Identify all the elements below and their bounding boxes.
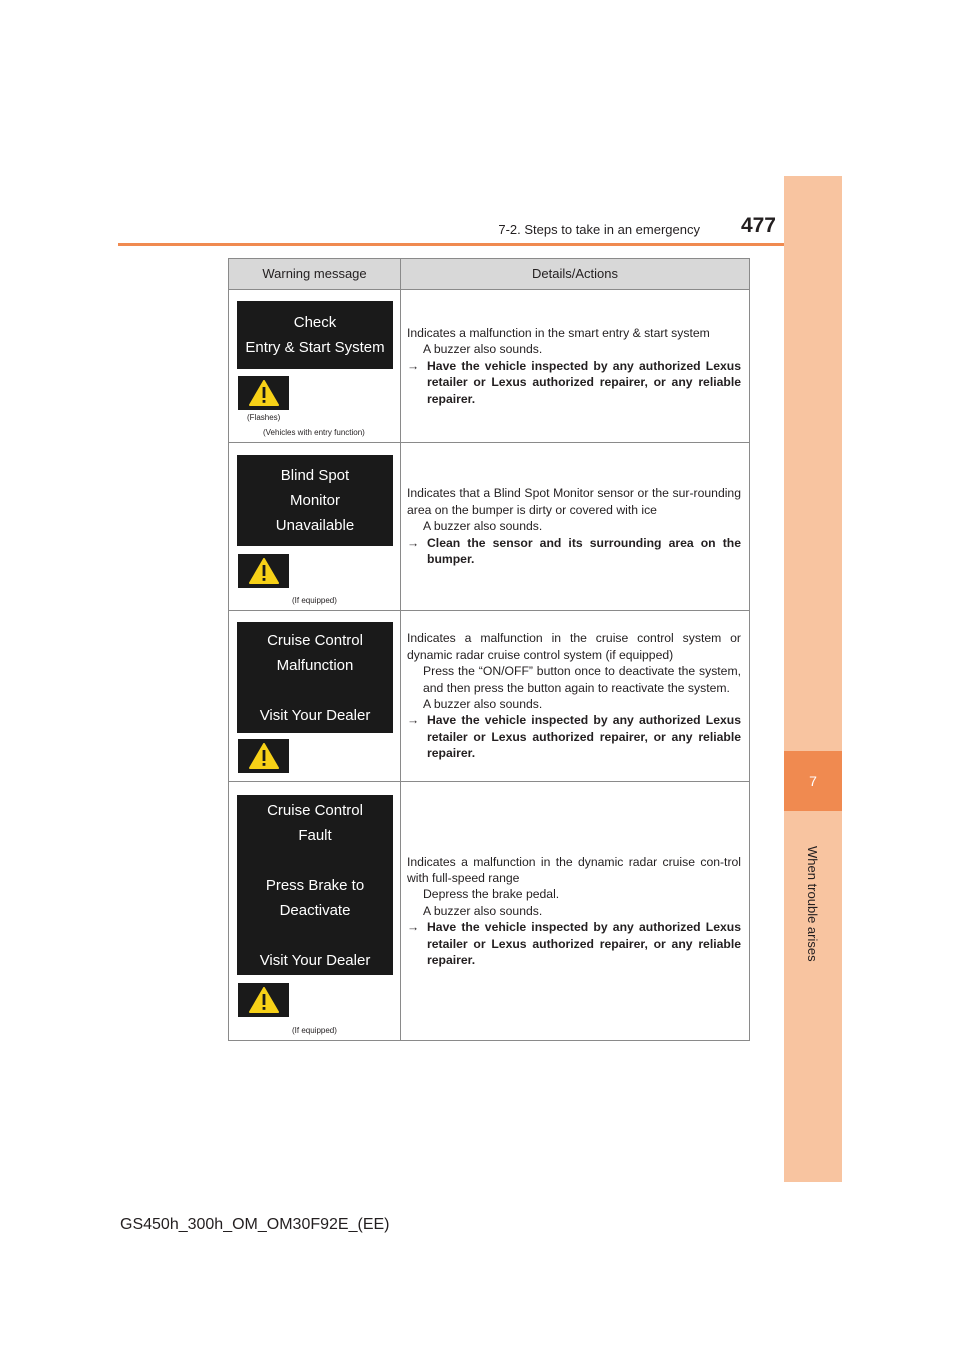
details-lead: Indicates a malfunction in the cruise control system or dynamic radar cruise control system (if equipped) [407,631,741,662]
row-note: (If equipped) [292,596,337,605]
display-line: Cruise Control [267,801,363,819]
display-line [237,678,393,703]
display-message [237,455,393,546]
details-action: → Have the vehicle inspected by any authorized Lexus retailer or Lexus authorized repairer, or any reliable repairer. [407,358,741,406]
display-line [237,848,393,873]
display-line: Entry & Start System [245,339,385,356]
table-row [229,443,750,611]
details-lead: Indicates that a Blind Spot Monitor sensor or the sur-rounding area on the bumper is dirty or covered with ice [407,486,741,517]
warning-message-cell [229,782,401,1041]
column-header-warning-message: Warning message [229,259,401,290]
display-line: Deactivate [279,901,351,919]
details-lead: Indicates a malfunction in the dynamic radar cruise con-trol with full-speed range [407,854,741,885]
details-sub: A buzzer also sounds. [423,697,543,711]
warning-message-cell [229,443,401,611]
details-sub: A buzzer also sounds. [423,342,543,357]
warning-message-table [228,258,750,1041]
display-message [237,301,393,369]
display-line: Visit Your Dealer [259,706,371,724]
details-cell [401,782,750,1041]
details-action: → Have the vehicle inspected by any authorized Lexus retailer or Lexus authorized repairer, or any reliable repairer. [407,713,741,761]
display-line: Visit Your Dealer [259,951,371,969]
chapter-label: When trouble arises [805,846,820,962]
row-note: (If equipped) [292,1026,337,1035]
arrow-right-icon: → [407,920,420,935]
details-sub: Depress the brake pedal. [423,887,560,902]
warning-triangle-icon [238,376,289,410]
column-header-details: Details/Actions [401,259,750,290]
page-number: 477 [740,214,776,237]
warning-triangle-icon [238,739,289,773]
display-line: Fault [298,826,332,844]
warning-message-cell [229,611,401,782]
arrow-right-icon: → [407,713,420,728]
row-note: (Vehicles with entry function) [263,428,365,437]
display-line: Malfunction [276,656,354,674]
details-sub: A buzzer also sounds. [423,903,543,918]
display-line: Unavailable [275,517,355,534]
details-lead: Indicates a malfunction in the smart entry & start system [407,325,710,340]
display-message [237,795,393,975]
chapter-number: 7 [784,751,842,811]
display-line: Cruise Control [267,631,363,649]
icon-note-flashes: (Flashes) [247,413,281,422]
document-code: GS450h_300h_OM_OM30F92E_(EE) [120,1216,390,1233]
details-action: → Have the vehicle inspected by any authorized Lexus retailer or Lexus authorized repairer, or any reliable repairer. [407,920,741,968]
display-message [237,622,393,733]
table-row [229,611,750,782]
side-tab [784,176,842,1182]
display-line: Monitor [289,492,341,509]
section-title: 7-2. Steps to take in an emergency [498,222,700,237]
display-line: Check [293,314,337,331]
display-line: Blind Spot [280,467,350,484]
header-rule [118,243,842,246]
warning-triangle-icon [238,983,289,1017]
arrow-right-icon: → [407,358,420,373]
arrow-right-icon: → [407,535,420,550]
table-header-row [229,259,750,290]
table-row [229,782,750,1041]
details-cell [401,443,750,611]
details-action: → Clean the sensor and its surrounding area on the bumper. [407,535,741,567]
warning-triangle-icon [238,554,289,588]
details-sub: Press the “ON/OFF” button once to deactivate the system, and then press the button again to reactivate the system. [423,664,741,695]
details-cell [401,611,750,782]
display-line: Press Brake to [265,876,365,894]
details-cell [401,290,750,443]
details-sub: A buzzer also sounds. [423,519,543,534]
display-line [237,923,393,948]
table-row [229,290,750,443]
warning-message-cell [229,290,401,443]
